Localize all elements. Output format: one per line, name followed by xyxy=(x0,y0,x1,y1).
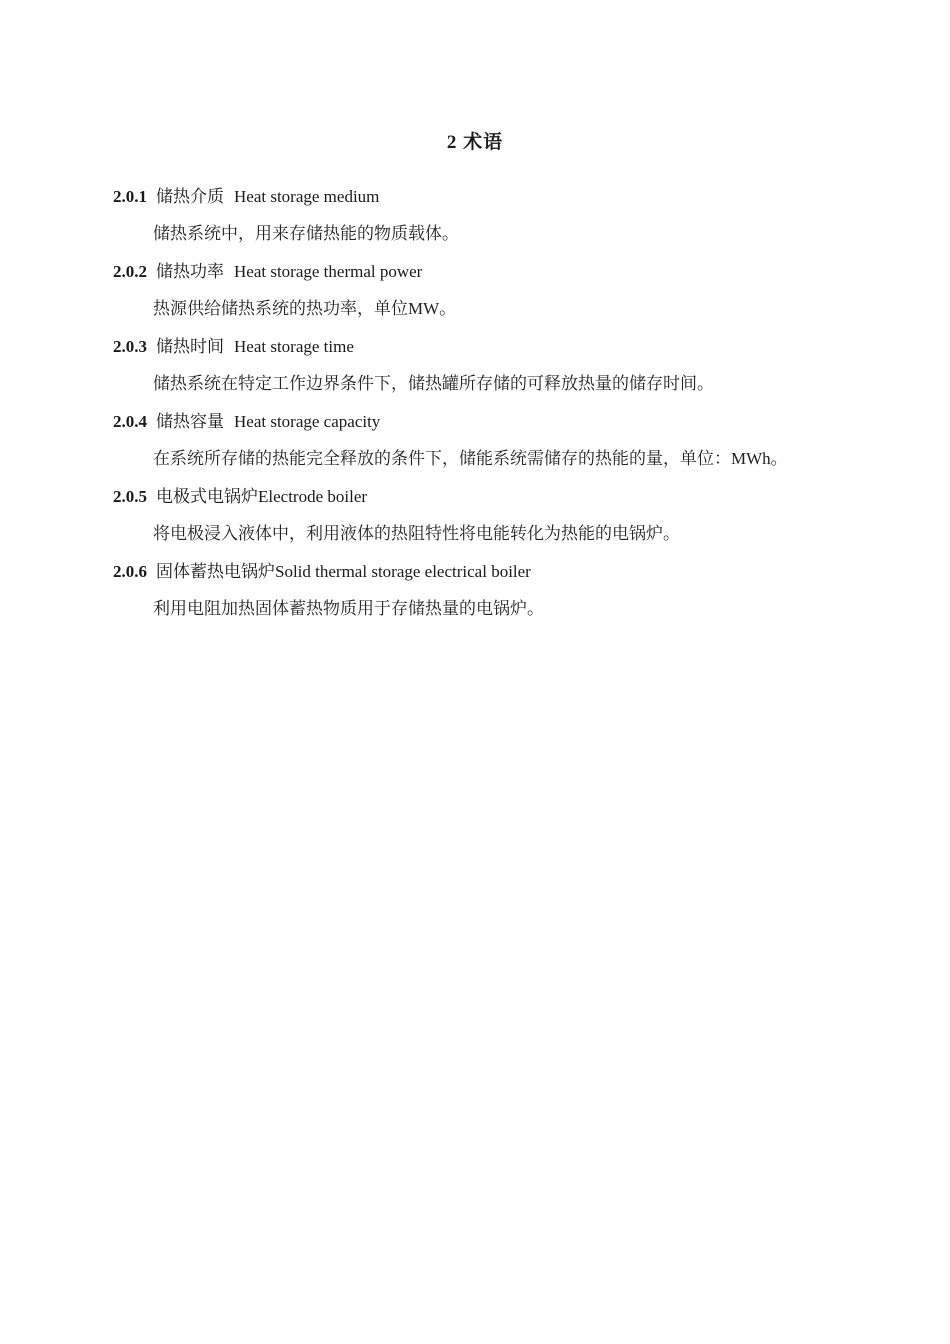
term-english-name: Electrode boiler xyxy=(258,487,368,506)
term-entry xyxy=(113,484,873,559)
term-entry xyxy=(113,409,873,484)
term-chinese-name: 电极式电锅炉 xyxy=(156,487,258,506)
term-chinese-name: 固体蓄热电锅炉 xyxy=(156,562,275,581)
term-english-name: Solid thermal storage electrical boiler xyxy=(275,562,531,581)
term-number: 2.0.6 xyxy=(113,562,147,581)
term-number: 2.0.3 xyxy=(113,337,147,356)
term-heading xyxy=(113,484,873,521)
term-chinese-name: 储热功率 xyxy=(156,262,224,281)
term-english-name: Heat storage medium xyxy=(234,187,380,206)
term-number: 2.0.4 xyxy=(113,412,147,431)
term-english-name: Heat storage capacity xyxy=(234,412,381,431)
term-heading xyxy=(113,184,873,221)
term-chinese-name: 储热时间 xyxy=(156,337,224,356)
term-list xyxy=(113,184,873,634)
term-definition: 在系统所存储的热能完全释放的条件下，储能系统需储存的热能的量，单位：MWh。 xyxy=(153,449,788,468)
term-heading xyxy=(113,409,873,446)
term-entry xyxy=(113,334,873,409)
term-number: 2.0.2 xyxy=(113,262,147,281)
term-chinese-name: 储热容量 xyxy=(156,412,224,431)
term-definition: 将电极浸入液体中，利用液体的热阻特性将电能转化为热能的电锅炉。 xyxy=(153,524,680,543)
term-definition: 储热系统在特定工作边界条件下，储热罐所存储的可释放热量的储存时间。 xyxy=(153,374,714,393)
section-title xyxy=(0,127,950,154)
term-definition: 利用电阻加热固体蓄热物质用于存储热量的电锅炉。 xyxy=(153,599,544,618)
term-english-name: Heat storage thermal power xyxy=(234,262,423,281)
term-number: 2.0.1 xyxy=(113,187,147,206)
term-heading xyxy=(113,559,873,596)
term-entry xyxy=(113,259,873,334)
term-heading xyxy=(113,334,873,371)
term-definition: 热源供给储热系统的热功率，单位MW。 xyxy=(153,299,457,318)
term-definition: 储热系统中，用来存储热能的物质载体。 xyxy=(153,224,459,243)
term-english-name: Heat storage time xyxy=(234,337,354,356)
term-heading xyxy=(113,259,873,296)
section-title-text: 术语 xyxy=(463,132,504,153)
term-number: 2.0.5 xyxy=(113,487,147,506)
section-number: 2 xyxy=(446,132,458,153)
term-chinese-name: 储热介质 xyxy=(156,187,224,206)
term-entry xyxy=(113,184,873,259)
term-entry xyxy=(113,559,873,634)
